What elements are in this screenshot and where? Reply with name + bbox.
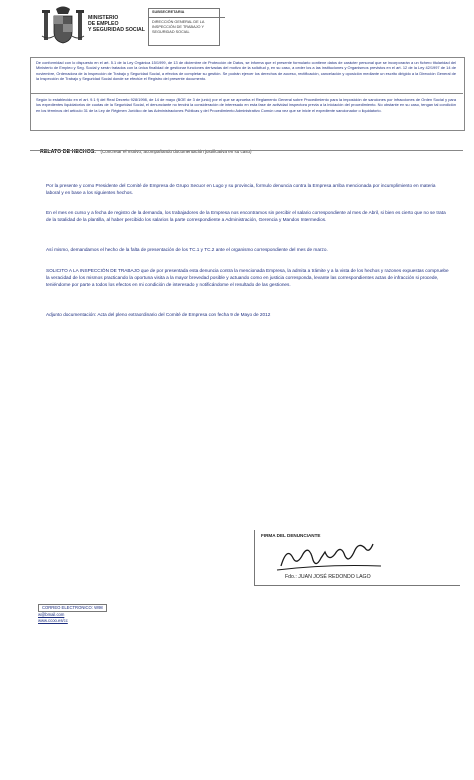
email-link[interactable]: w@bmail.com [38, 611, 65, 617]
website-link[interactable]: www.ccoo.es/cc [38, 617, 68, 623]
handwritten-signature [275, 542, 385, 576]
directorate-box-label: SUBSECRETARIA [152, 10, 185, 14]
data-protection-notice: De conformidad con lo dispuesto en el art. 5.1 de la Ley Orgánica 15/1999, de 13 de diciembre de Protección de Datos, se informa que el presente formulario contiene datos de carácter personal que se incorporarán a un fichero titularidad del Ministerio de Empleo y Seg. Social y serán tratados con la única finalidad de gestionar funciones derivadas del motivo de la solicitud y, en su caso, a ceder los a las instituciones y Organismos previstos en el art. 12 de la Ley 42/1997 de 14 de noviembre, Ordenadora de la Inspección de Trabajo y Seguridad Social, a efectos de completar su gestión. Se podrán ejercer los derechos de acceso, rectificación, cancelación y oposición mediante un escrito dirigido a la Dirección General de la Inspección de Trabajo y Seguridad Social donde se efectúe el Registro del presente documento. [36, 60, 456, 82]
ministry-name [88, 15, 145, 34]
footer-contact [38, 604, 107, 623]
directorate-box [148, 8, 220, 46]
signatory-name: Fdo.: JUAN JOSÉ REDONDO LAGO [285, 574, 371, 580]
relato-divider [30, 150, 463, 151]
coat-of-arms-logo [40, 6, 86, 46]
relato-heading: RELATO DE HECHOS: (Concretar el motivo, acompañando documentación justificativa en su caso) [40, 149, 252, 155]
ministry-line: DE EMPLEO [88, 21, 119, 28]
directorate-box-text: DIRECCIÓN GENERAL DE LA INSPECCIÓN DE TRABAJO Y SEGURIDAD SOCIAL [149, 17, 225, 37]
notice-divider [30, 93, 463, 94]
body-paragraph: Por la presente y como Presidente del Comité de Empresa de Grupo Secuor en Lugo y su provincia, formulo denuncia contra la Empresa arriba mencionada por incumplimiento en materia laboral y en base a los siguientes hechos. [46, 183, 436, 195]
email-box: CORREO ELECTRONICO: W98 [38, 604, 107, 612]
body-paragraph: En el mes en curso y a fecha de registro de la demanda, los trabajadores de la Empresa nos encontramos sin percibir el salario correspondiente al mes de Abril, si bien es cierto que no se trata de la totalidad de la plantilla, al haber percibido los salarios la parte correspondiente a Administración, Gerencia y Mandos Intermedios. [46, 210, 446, 222]
ministry-line: MINISTERIO [88, 15, 119, 21]
body-paragraph: Adjunto documentación: Acta del pleno extraordinario del Comité de Empresa con fecha 9 de Mayo de 2012 [46, 312, 271, 317]
signature-box [254, 530, 460, 586]
decree-notice: Según lo establecido en el art. 9.1 f) del Real Decreto 928/1998, de 14 de mayo (BOE de 3 de junio) por el que se aprueba el Reglamento General sobre Procedimiento para la imposición de sanciones por infracciones de Orden Social y para los expedientes liquidatorios de cuotas de la Seguridad Social, el denunciante no tendrá la consideración de interesado en esta fase de actividad inspectora previa a la iniciación del procedimiento. No obstante en su caso, tengan tal condición en los términos del artículo 31 de la Ley de Régimen Jurídico de las Administraciones Públicas y del Procedimiento Administrativo Común una vez que se inicie el expediente sancionador o liquidatorio. [36, 97, 456, 113]
signature-label: FIRMA DEL DENUNCIANTE [261, 533, 321, 538]
relato-label: RELATO DE HECHOS [40, 149, 95, 155]
ministry-line: Y SEGURIDAD SOCIAL [88, 27, 145, 34]
body-paragraph: SOLICITO A LA INSPECCIÓN DE TRABAJO que de por presentada esta denuncia contra la mencionada Empresa, la admita a trámite y a la vista de los hechos y razones expuestas compruebe la veracidad de los mismos practicando la oportuna visita a la mayor brevedad posible y actuando como en justicia corresponda, levante las correspondientes actas de infracción si procede, teniéndome por parte a todos los efectos en mi condición de interesado y notificándome el resultado de las gestiones. [46, 268, 449, 287]
relato-note: (Concretar el motivo, acompañando documentación justificativa en su caso) [100, 149, 252, 154]
body-paragraph: Así mismo, demandamos el hecho de la falta de presentación de los TC.1 y TC.2 ante el organismo correspondiente del mes de marzo. [46, 247, 328, 252]
